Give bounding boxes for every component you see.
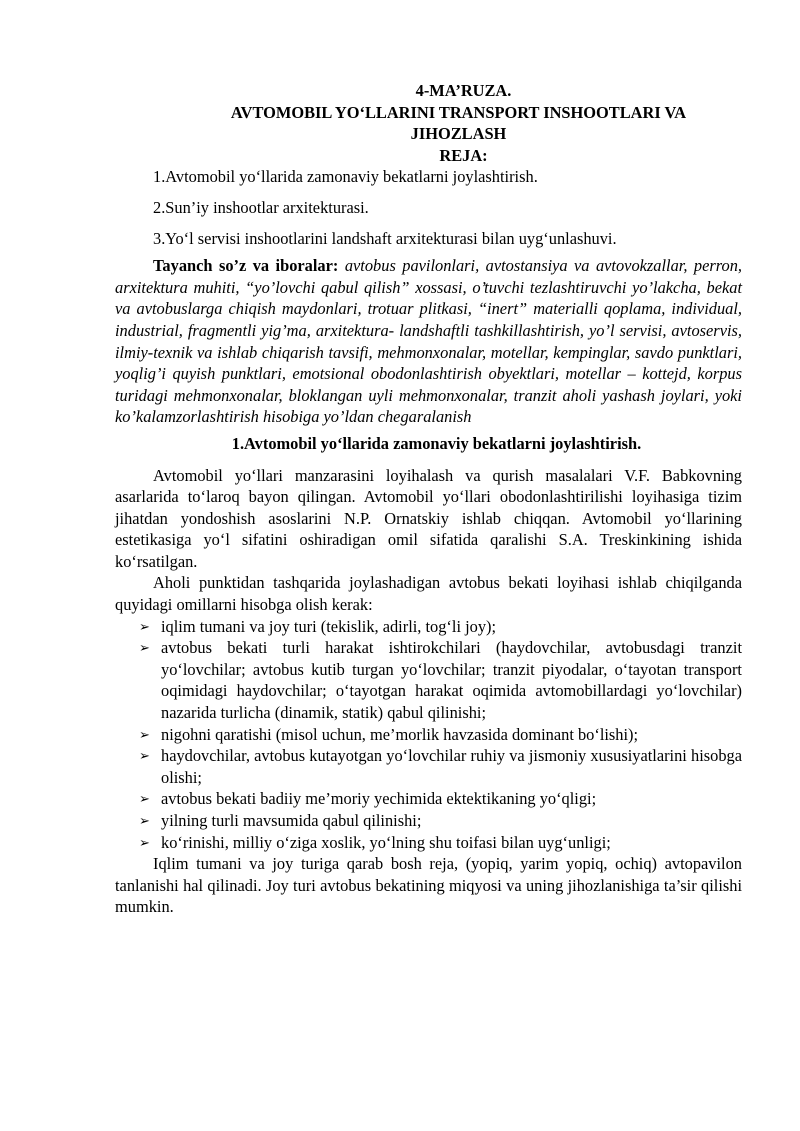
arrow-bullet-icon: ➢: [139, 834, 150, 850]
keywords-text: avtobus pavilonlari, avtostansiya va avtovokzallar, perron, arxitektura muhiti, “yo’lovchi qabul qilish” xossasi, o’tuvchi tezlashtiruvchi yo’lakcha, bekat va avtobuslarga chiqish maydonlari, trotuar plitkasi, “inert” materialli qoplama, individual, industrial, fragmentli yig’ma, arxitektura- landshaftli tashkillashtirish, yo’l servisi, avtoservis, ilmiy-texnik va ishlab chiqarish tavsifi, mehmonxonalar, motellar, kempinglar, savdo punktlari, yoqlig’i quyish punktlari, emotsional obodonlashtirish obyektlari, motellar – kottejd, korpus turidagi mehmonxonalar, bloklangan uyli mehmonxonalar, tranzit aholi yashash joylari, yoki ko’kalamzorlashtirish hisobiga yo’ldan chegaralanish: [115, 256, 742, 427]
arrow-bullet-icon: ➢: [139, 748, 150, 764]
arrow-bullet-icon: ➢: [139, 618, 150, 634]
factors-list: [115, 616, 742, 854]
section-heading: 1.Avtomobil yo‘llarida zamonaviy bekatlarni joylashtirish.: [231, 433, 642, 453]
list-item-text: avtobus bekati turli harakat ishtirokchilari (haydovchilar, avtobusdagi tranzit yo‘lovchilar; avtobus kutib turgan yo‘lovchilar; tranzit piyodalar, o‘tayotan transport oqimidagi haydovchilar; o‘tayotgan harakat oqimida avtomobillardagi yo‘lovchilar) nazarida turlicha (dinamik, statik) qabul qilinishi;: [161, 638, 742, 723]
plan-item: 1.Avtomobil yo‘llarida zamonaviy bekatlarni joylashtirish.: [153, 167, 538, 187]
list-item: [115, 724, 742, 746]
list-item-text: haydovchilar, avtobus kutayotgan yo‘lovchilar ruhiy va jismoniy xususiyatlarini hisobga olishi;: [161, 746, 742, 787]
arrow-bullet-icon: ➢: [139, 813, 150, 828]
list-item: [115, 637, 742, 723]
list-item-text: nigohni qaratishi (misol uchun, me’morlik havzasida dominant bo‘lishi);: [161, 724, 639, 744]
arrow-bullet-icon: ➢: [139, 791, 150, 807]
list-item: [115, 788, 742, 810]
list-item-text: ko‘rinishi, milliy o‘ziga xoslik, yo‘lning shu toifasi bilan uyg‘unligi;: [161, 832, 611, 852]
plan-item: 3.Yo‘l servisi inshootlarini landshaft arxitekturasi bilan uyg‘unlashuvi.: [153, 228, 617, 248]
arrow-bullet-icon: ➢: [139, 640, 150, 656]
document-header: [115, 80, 742, 166]
list-item: [115, 810, 742, 832]
list-item: [115, 745, 742, 788]
plan-item: 2.Sun’iy inshootlar arxitekturasi.: [153, 197, 369, 217]
keywords-label: Tayanch so’z va iboralar:: [153, 256, 339, 276]
document-page: [115, 80, 742, 918]
lecture-title-line2: JIHOZLASH: [410, 124, 507, 144]
plan-label: REJA:: [439, 145, 488, 165]
lecture-title-line1: AVTOMOBIL YO‘LLARINI TRANSPORT INSHOOTLARI VA: [230, 102, 687, 122]
plan-list: [115, 166, 742, 249]
body-paragraph: Avtomobil yo‘llari manzarasini loyihalash va qurish masalalari V.F. Babkovning asarlarida to‘laroq bayon qilingan. Avtomobil yo‘llari obodonlashtirilishi loyihasiga tizim jihatdan yondoshish asoslarini N.P. Ornatskiy ishlab chiqqan. Avtomobil yo‘llarining estetikasiga yo‘l sifatini oshiradigan omil sifatida qaralishi S.A. Treskinkining ishida ko‘rsatilgan.: [115, 465, 742, 571]
list-item: [115, 832, 742, 854]
body-paragraph: Aholi punktidan tashqarida joylashadigan avtobus bekati loyihasi ishlab chiqilganda quyidagi omillarni hisobga olish kerak:: [115, 573, 742, 615]
arrow-bullet-icon: ➢: [139, 726, 150, 742]
list-item: [115, 616, 742, 638]
list-item-text: iqlim tumani va joy turi (tekislik, adirli, tog‘li joy);: [161, 616, 497, 636]
list-item-text: avtobus bekati badiiy me’moriy yechimida ektektikaning yo‘qligi;: [161, 789, 597, 809]
body-paragraph: Iqlim tumani va joy turiga qarab bosh reja, (yopiq, yarim yopiq, ochiq) avtopavilon tanlanishi hal qilinadi. Joy turi avtobus bekatining miqyosi va uning jihozlanishiga ta’sir qilishi mumkin.: [115, 854, 742, 917]
list-item-text: yilning turli mavsumida qabul qilinishi;: [161, 811, 422, 830]
lecture-number: 4-MA’RUZA.: [415, 81, 512, 100]
keywords-paragraph: [115, 255, 742, 428]
